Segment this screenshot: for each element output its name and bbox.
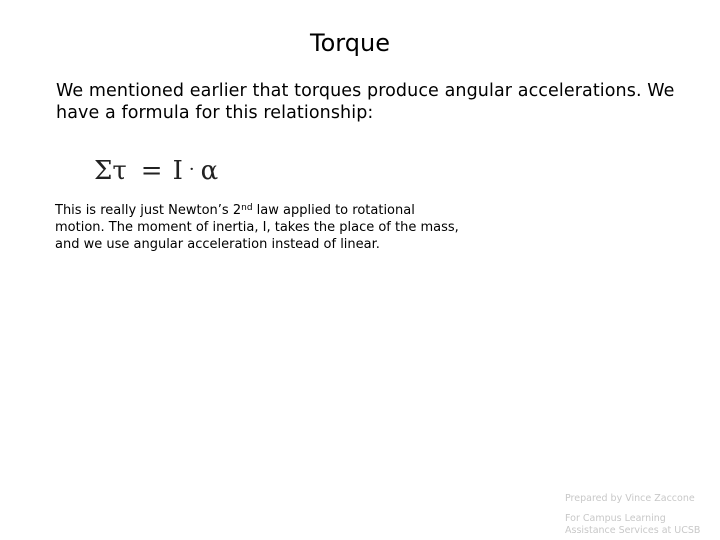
formula-dot: · [188, 159, 195, 180]
formula-equals: = [140, 156, 163, 186]
explanation-text-end: law applied to rotational motion. The moment of inertia, I, takes the place of the mass, and we use angular acceleration instead of linear. [55, 203, 459, 252]
footer-prepared-by: Prepared by Vince Zaccone [565, 493, 695, 504]
formula-inertia: I [172, 156, 183, 186]
torque-formula [94, 155, 218, 186]
formula-alpha: α [200, 156, 219, 186]
explanation-text-start: This is really just Newton’s 2 [55, 203, 242, 218]
ordinal-superscript: nd [241, 203, 253, 213]
explanation-paragraph [55, 202, 465, 253]
intro-paragraph: We mentioned earlier that torques produce angular accelerations. We have a formula for this relationship: [56, 81, 675, 123]
footer-organization: For Campus Learning Assistance Services at UCSB [565, 513, 701, 536]
slide-title: Torque [310, 29, 390, 57]
footer-credit [565, 493, 715, 537]
formula-sum-torque: Στ [94, 156, 127, 186]
